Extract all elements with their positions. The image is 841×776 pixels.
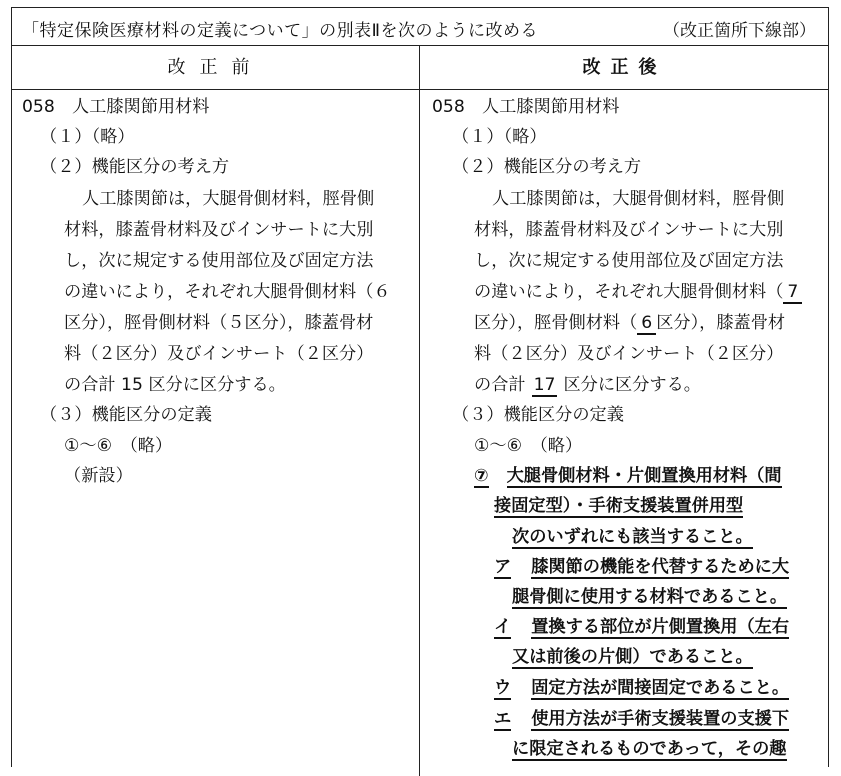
condition-i-text: 置換する部位が片側置換用（左右: [531, 617, 790, 637]
condition-a-line: [512, 582, 787, 612]
new-item-7-mark: ⑦: [474, 466, 489, 486]
condition-e-line: [494, 704, 789, 734]
after-para-line: [474, 277, 802, 307]
caption-title: 「特定保険医療材料の定義について」の別表Ⅱを次のように改める: [22, 21, 539, 41]
condition-u-mark: ウ: [494, 678, 512, 698]
before-para-line: 人工膝関節は，大腿骨側材料，脛骨側: [82, 189, 375, 209]
amended-count-femoral: 7: [783, 282, 802, 304]
after-para-line: 料（２区分）及びインサート（２区分）: [474, 344, 784, 364]
new-item-7-title: 大腿骨側材料・片側置換用材料（間: [506, 466, 782, 486]
before-section-1: （１）（略）: [40, 127, 135, 147]
before-item-title: 058 人工膝関節用材料: [22, 97, 210, 117]
after-para-text: の違いにより，それぞれ大腿骨側材料（: [474, 282, 784, 302]
before-para-line: の合計 15 区分に区分する。: [64, 375, 286, 395]
amended-count-tibial: 6: [637, 313, 656, 335]
after-para-text: 区分に区分する。: [563, 375, 701, 395]
after-para-line: [474, 308, 785, 338]
after-para-text: の合計: [474, 375, 526, 395]
condition-a-line: [494, 552, 789, 582]
after-item-title: 058 人工膝関節用材料: [432, 97, 620, 117]
before-para-line: 料（２区分）及びインサート（２区分）: [64, 344, 374, 364]
condition-a-text: 腿骨側に使用する材料であること。: [512, 587, 788, 607]
amendment-table: [11, 7, 829, 767]
before-para-line: 区分），脛骨側材料（５区分），膝蓋骨材: [64, 313, 374, 333]
condition-e-line: [512, 734, 787, 764]
before-new-set-note: （新設）: [64, 466, 133, 486]
caption-note: （改正箇所下線部）: [663, 21, 816, 41]
after-section-1: （１）（略）: [452, 127, 547, 147]
table-caption: [12, 8, 828, 46]
header-after: 改正後: [582, 57, 667, 78]
after-para-line: 人工膝関節は，大腿骨側材料，脛骨側: [492, 189, 785, 209]
new-item-7-intro: 次のいずれにも該当すること。: [512, 527, 753, 547]
new-item-7-line: [494, 491, 743, 521]
condition-e-mark: エ: [494, 709, 512, 729]
condition-u-text: 固定方法が間接固定であること。: [531, 678, 790, 698]
after-para-line: し，次に規定する使用部位及び固定方法: [474, 251, 784, 271]
after-section-2: （２）機能区分の考え方: [452, 157, 642, 177]
condition-i-mark: イ: [494, 617, 512, 637]
column-divider: [419, 46, 420, 776]
header-before: 改正前: [167, 57, 264, 78]
after-para-text: 区分），脛骨側材料（: [474, 313, 638, 333]
new-item-7-line: [474, 461, 782, 491]
condition-u-line: [494, 673, 789, 703]
after-para-line: [474, 370, 701, 400]
before-omitted-items: ①～⑥ （略）: [64, 436, 173, 456]
before-para-line: 材料，膝蓋骨材料及びインサートに大別: [64, 220, 374, 240]
after-section-3: （３）機能区分の定義: [452, 405, 624, 425]
condition-e-text: 使用方法が手術支援装置の支援下: [531, 709, 790, 729]
condition-i-line: [512, 642, 753, 672]
new-item-7-title: 接固定型）・手術支援装置併用型: [494, 496, 744, 516]
condition-e-text: に限定されるものであって，その趣: [512, 739, 787, 759]
condition-a-text: 膝関節の機能を代替するために大: [531, 557, 790, 577]
column-header-row: [12, 46, 828, 90]
amended-total-count: 17: [533, 375, 556, 395]
after-para-text: 区分），膝蓋骨材: [656, 313, 786, 333]
after-para-line: 材料，膝蓋骨材料及びインサートに大別: [474, 220, 784, 240]
before-para-line: し，次に規定する使用部位及び固定方法: [64, 251, 374, 271]
new-item-7-line: [512, 522, 753, 552]
condition-a-mark: ア: [494, 557, 512, 577]
before-para-line: の違いにより，それぞれ大腿骨側材料（６: [64, 282, 391, 302]
after-omitted-items: ①～⑥ （略）: [474, 436, 583, 456]
condition-i-text: 又は前後の片側）であること。: [512, 647, 753, 667]
before-section-3: （３）機能区分の定義: [40, 405, 212, 425]
condition-i-line: [494, 612, 789, 642]
before-section-2: （２）機能区分の考え方: [40, 157, 230, 177]
